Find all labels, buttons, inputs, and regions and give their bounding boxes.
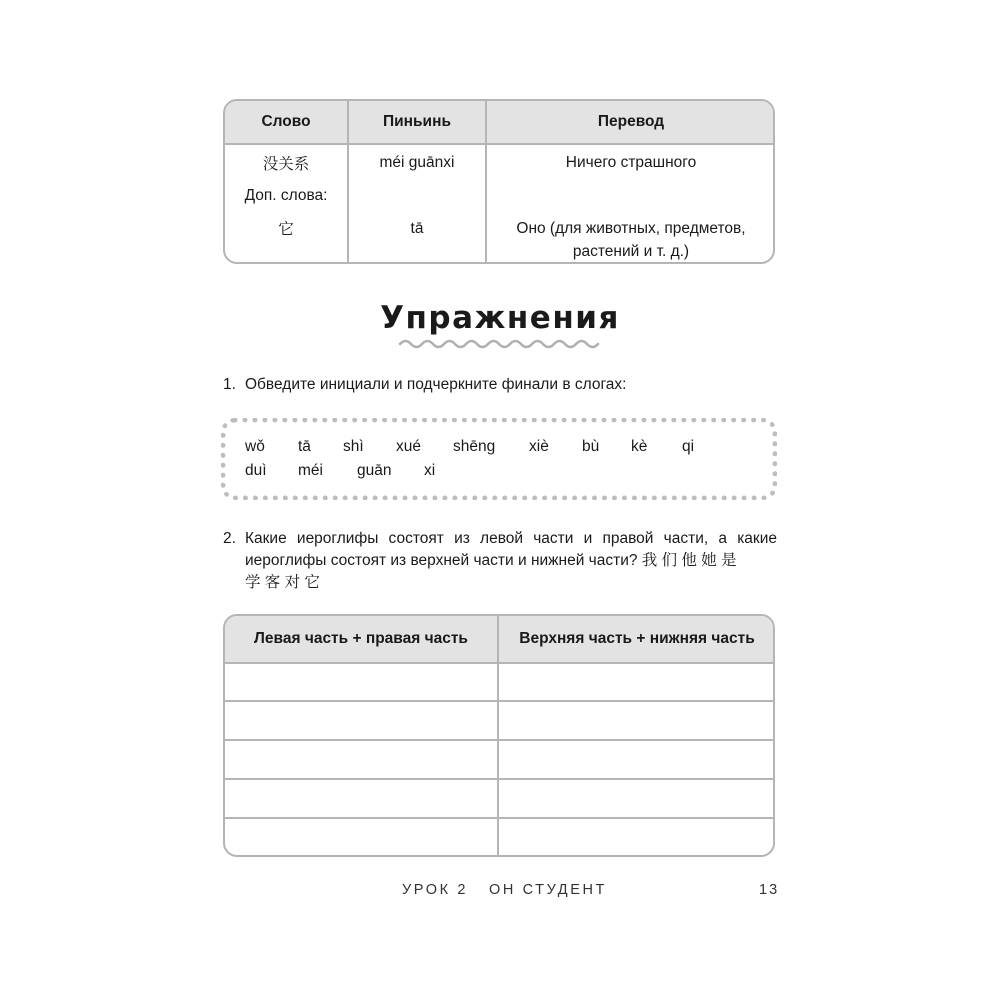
- page-number: 13: [759, 882, 780, 898]
- header-pinyin: Пиньинь: [383, 113, 451, 130]
- column-divider: [497, 616, 499, 855]
- header-left-right: Левая часть + правая часть: [254, 630, 468, 647]
- exercise-1-number: 1.: [223, 376, 236, 393]
- syllable: wǒ: [245, 438, 265, 455]
- exercise-2-text-line-2: иероглифы состоят из верхней части и нижней части? 我 们 他 她 是: [245, 552, 737, 569]
- syllable: méi: [298, 462, 323, 479]
- vocabulary-table: [223, 99, 775, 264]
- header-word: Слово: [261, 113, 311, 130]
- syllable: duì: [245, 462, 267, 479]
- vocab-pinyin: tā: [410, 220, 424, 237]
- exercise-2-text-line-3: 学 客 对 它: [245, 574, 320, 591]
- footer-lesson-title: ОН СТУДЕНТ: [489, 882, 608, 898]
- character-sort-table: [223, 614, 775, 857]
- syllable: xué: [396, 438, 421, 455]
- vocab-translation-line-2: растений и т. д.): [572, 243, 690, 260]
- vocab-word: 没关系: [262, 156, 310, 173]
- syllables-box: [221, 418, 777, 500]
- syllable: xiè: [529, 438, 549, 455]
- vocab-word: 它: [278, 221, 294, 238]
- row-divider: [225, 739, 773, 741]
- exercise-2: [223, 528, 783, 598]
- exercise-1-text: Обведите инициали и подчеркните финали в слогах:: [245, 376, 627, 393]
- vocab-translation: Ничего страшного: [565, 154, 697, 171]
- header-top-bottom: Верхняя часть + нижняя часть: [519, 630, 755, 647]
- syllable: shēng: [453, 438, 496, 455]
- syllable: tā: [298, 438, 311, 455]
- section-title: Упражнения: [380, 300, 620, 336]
- syllable: bù: [582, 438, 600, 455]
- syllable: kè: [631, 438, 648, 455]
- extra-words-label: Доп. слова:: [244, 187, 328, 204]
- header-translation: Перевод: [597, 113, 665, 130]
- vocab-translation-line-1: Оно (для животных, предметов,: [516, 220, 746, 237]
- row-divider: [225, 700, 773, 702]
- footer-lesson: УРОК 2: [402, 882, 468, 898]
- row-divider: [225, 778, 773, 780]
- row-divider: [225, 817, 773, 819]
- syllable: qi: [682, 438, 695, 455]
- exercise-2-text-line-1: Какие иероглифы состоят из левой части и правой части, а какие: [245, 530, 777, 547]
- wave-underline-decoration: [398, 337, 602, 351]
- syllable: shì: [343, 438, 364, 455]
- syllable: guān: [357, 462, 392, 479]
- syllable: xi: [424, 462, 436, 479]
- vocab-pinyin: méi guānxi: [379, 154, 455, 171]
- exercise-2-number: 2.: [223, 530, 236, 547]
